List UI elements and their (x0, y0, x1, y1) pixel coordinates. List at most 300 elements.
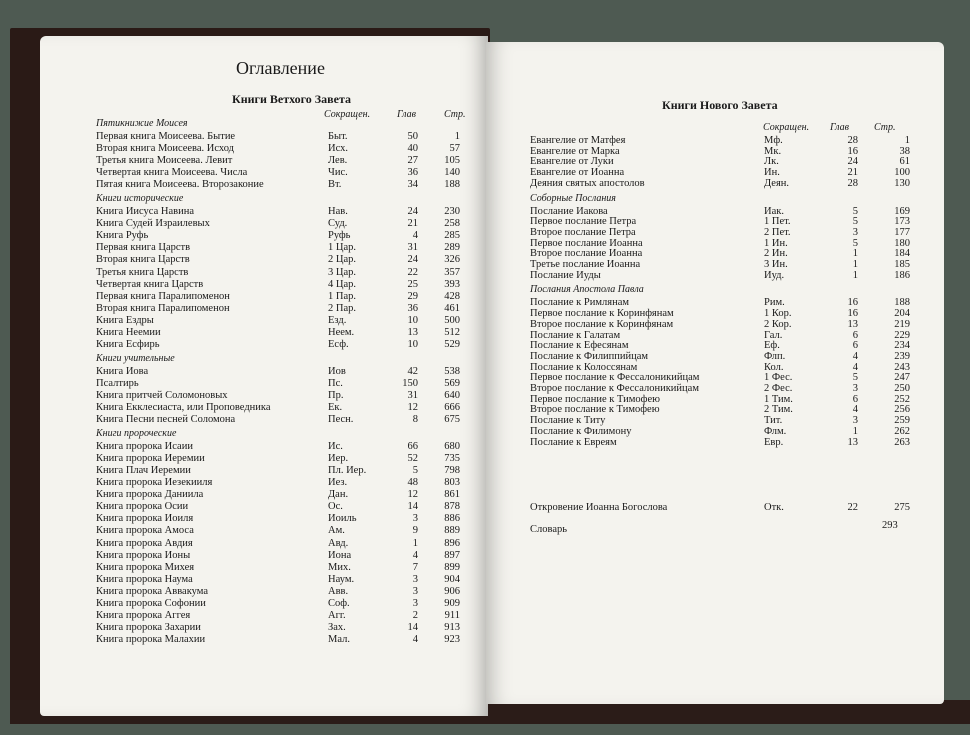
book-abbr: 1 Пар. (328, 290, 356, 302)
book-name: Первое послание Иоанна (530, 237, 643, 249)
book-name: Книга пророка Исаии (96, 441, 193, 453)
page-number: 906 (444, 585, 460, 597)
book-name: Второе послание к Коринфянам (530, 318, 674, 330)
book-abbr: 1 Тим. (764, 393, 793, 405)
page-number: 38 (899, 145, 910, 157)
page-number: 275 (894, 502, 910, 513)
book-abbr: Дан. (328, 489, 349, 501)
chapter-count: 9 (412, 525, 418, 537)
book-abbr: Иак. (764, 205, 784, 217)
book-abbr: Наум. (328, 573, 355, 585)
toc-row (96, 610, 466, 623)
page-number: 57 (449, 143, 460, 155)
chapter-count: 12 (407, 489, 418, 501)
book-name: Книга пророка Ионы (96, 549, 191, 561)
page-number: 263 (894, 436, 910, 448)
book-name: Книга пророка Малахии (96, 633, 206, 645)
toc-row (96, 402, 466, 415)
book-abbr: Песн. (328, 414, 354, 426)
book-name: Книга Иова (96, 365, 149, 377)
chapter-count: 5 (852, 216, 858, 228)
page-number: 230 (444, 206, 460, 218)
book-abbr: Ис. (328, 441, 343, 453)
toc-row (96, 267, 466, 280)
page-number: 285 (444, 230, 460, 242)
book-name: Послание к Филимону (530, 425, 632, 437)
chapter-count: 50 (407, 131, 418, 142)
toc-row (96, 465, 466, 478)
page-number: 185 (894, 259, 910, 270)
chapter-count: 16 (847, 308, 858, 320)
book-abbr: Езд. (328, 314, 347, 326)
toc-row (96, 489, 466, 502)
page-number: 640 (444, 389, 460, 401)
page-number: 461 (444, 302, 460, 314)
chapter-count: 21 (407, 218, 418, 230)
book-abbr: Ек. (328, 402, 343, 413)
page-number: 289 (444, 242, 460, 254)
page-number: 140 (444, 167, 460, 179)
page-number: 675 (444, 414, 460, 426)
book-abbr: Иер. (328, 453, 349, 465)
book-name: Книга пророка Аввакума (96, 585, 208, 597)
book-name: Послание Иакова (530, 205, 608, 217)
chapter-count: 42 (407, 365, 418, 377)
dictionary-page-number: 293 (882, 520, 898, 531)
page-number: 234 (894, 340, 910, 352)
page-number: 100 (894, 167, 910, 179)
book-name: Книга пророка Иезекииля (96, 477, 213, 489)
toc-row-revelation (530, 502, 910, 515)
page-number: 889 (444, 525, 460, 537)
chapter-count: 1 (852, 248, 858, 260)
book-abbr: Флм. (764, 425, 787, 437)
book-abbr: Быт. (328, 131, 348, 142)
book-abbr: Иов (328, 365, 346, 377)
book-name: Книга пророка Михея (96, 561, 195, 573)
page-number: 569 (444, 377, 460, 389)
book-name: Книга пророка Иеремии (96, 453, 205, 465)
book-abbr: Суд. (328, 218, 348, 230)
page-number: 262 (894, 425, 910, 437)
book-name: Книга пророка Наума (96, 573, 193, 585)
chapter-count: 4 (852, 361, 858, 373)
book-abbr: Деян. (764, 177, 790, 189)
book-abbr: Флп. (764, 350, 786, 362)
chapter-count: 10 (407, 338, 418, 350)
chapter-count: 25 (407, 278, 418, 290)
book-abbr: Тит. (764, 415, 783, 427)
book-name: Четвертая книга Царств (96, 278, 204, 290)
toc-row (96, 598, 466, 611)
page-number: 909 (444, 597, 460, 609)
chapter-count: 13 (847, 318, 858, 330)
toc-row (96, 339, 466, 352)
page-number: 184 (894, 248, 910, 260)
toc-row (96, 634, 466, 647)
page-number: 798 (444, 465, 460, 477)
column-header-chapters: Глав (830, 122, 849, 133)
section-title: Послания Апостола Павла (530, 284, 644, 296)
book-name: Третья книга Царств (96, 266, 189, 278)
page-number: 357 (444, 266, 460, 278)
page-number: 512 (444, 326, 460, 338)
book-abbr: Агг. (328, 609, 346, 621)
new-testament-heading: Книги Нового Завета (662, 98, 778, 112)
book-abbr: Соф. (328, 597, 350, 609)
book-name: Вторая книга Царств (96, 254, 190, 266)
chapter-count: 1 (852, 269, 858, 281)
chapter-count: 4 (412, 633, 418, 645)
chapter-count: 31 (407, 389, 418, 401)
book-abbr: Евр. (764, 436, 784, 448)
page-number: 259 (894, 415, 910, 427)
book-abbr: Руфь (328, 230, 351, 242)
book-name: Четвертая книга Моисеева. Числа (96, 167, 248, 179)
book-name: Второе послание к Фессалоникийцам (530, 383, 699, 394)
book-name: Второе послание к Тимофею (530, 404, 660, 416)
toc-row (96, 441, 466, 454)
page-number: 878 (444, 501, 460, 513)
chapter-count: 10 (407, 314, 418, 326)
book-name: Откровение Иоанна Богослова (530, 502, 668, 513)
book-name: Деяния святых апостолов (530, 177, 645, 189)
chapter-count: 27 (407, 155, 418, 167)
toc-row (96, 279, 466, 292)
page-number: 177 (894, 226, 910, 238)
chapter-count: 28 (847, 135, 858, 146)
chapter-count: 3 (852, 383, 858, 394)
book-name: Вторая книга Паралипоменон (96, 302, 230, 314)
chapter-count: 16 (847, 297, 858, 309)
book-name: Первое послание к Фессалоникийцам (530, 372, 700, 384)
book-abbr: Иона (328, 549, 352, 561)
book-abbr: 2 Цар. (328, 254, 356, 266)
book-abbr: 2 Пет. (764, 226, 791, 238)
book-abbr: Иуд. (764, 269, 785, 281)
column-header-page: Стр. (444, 109, 466, 120)
book-abbr: Мк. (764, 145, 782, 157)
book-abbr: 1 Цар. (328, 242, 356, 254)
toc-row (96, 550, 466, 563)
page-number: 173 (894, 216, 910, 228)
chapter-count: 14 (407, 621, 418, 633)
book-name: Книга пророка Софонии (96, 597, 206, 609)
toc-row (96, 366, 466, 379)
page-title: Оглавление (236, 58, 325, 78)
toc-row (96, 131, 466, 144)
toc-row (96, 414, 466, 427)
page-number: 61 (899, 156, 910, 168)
page-number: 911 (444, 609, 460, 621)
book-abbr: Гал. (764, 329, 783, 341)
book-abbr: Неем. (328, 326, 355, 338)
toc-row (96, 574, 466, 587)
page-number: 393 (444, 278, 460, 290)
page-number: 861 (444, 489, 460, 501)
chapter-count: 5 (852, 205, 858, 217)
book-name: Книга Плач Иеремии (96, 465, 191, 477)
book-name: Книга притчей Соломоновых (96, 389, 228, 401)
chapter-count: 24 (407, 254, 418, 266)
toc-row (96, 327, 466, 340)
page-number: 428 (444, 290, 460, 302)
chapter-count: 3 (412, 513, 418, 525)
toc-row (96, 586, 466, 599)
column-header-chapters: Глав (397, 109, 416, 120)
toc-row (96, 143, 466, 156)
page-number: 247 (894, 372, 910, 384)
chapter-count: 4 (852, 404, 858, 416)
book-name: Книга пророка Захарии (96, 621, 201, 633)
book-name: Книга пророка Даниила (96, 489, 204, 501)
book-abbr: Мих. (328, 561, 351, 573)
book-abbr: 4 Цар. (328, 278, 356, 290)
book-name: Послание к Колоссянам (530, 361, 638, 373)
book-abbr: 2 Тим. (764, 404, 793, 416)
toc-row (96, 378, 466, 391)
book-abbr: Лк. (764, 156, 779, 168)
chapter-count: 7 (412, 561, 418, 573)
page-number: 250 (894, 383, 910, 394)
chapter-count: 22 (847, 502, 858, 513)
page-number: 886 (444, 513, 460, 525)
book-name: Второе послание Петра (530, 226, 636, 238)
book-abbr: Кол. (764, 361, 784, 373)
book-abbr: Рим. (764, 297, 785, 309)
book-abbr: 2 Кор. (764, 318, 792, 330)
chapter-count: 52 (407, 453, 418, 465)
book-abbr: Ин. (764, 167, 780, 179)
toc-row (96, 206, 466, 219)
column-header-abbr: Сокращен. (324, 109, 371, 120)
toc-row (530, 178, 910, 191)
book-abbr: Чис. (328, 167, 348, 179)
chapter-count: 36 (407, 167, 418, 179)
chapter-count: 6 (852, 393, 858, 405)
page-number: 666 (444, 402, 460, 413)
chapter-count: 3 (412, 585, 418, 597)
chapter-count: 24 (407, 206, 418, 218)
toc-row (96, 622, 466, 635)
book-abbr: 1 Фес. (764, 372, 793, 384)
toc-row (96, 453, 466, 466)
chapter-count: 8 (412, 414, 418, 426)
toc-row (96, 303, 466, 316)
book-abbr: Авв. (328, 585, 349, 597)
book-name: Евангелие от Луки (530, 156, 614, 168)
book-abbr: 1 Кор. (764, 308, 792, 320)
book-abbr: Отк. (764, 502, 784, 513)
book-name: Книга Ездры (96, 314, 154, 326)
book-abbr: Пс. (328, 377, 343, 389)
toc-row (96, 525, 466, 538)
book-abbr: Мал. (328, 633, 350, 645)
book-name: Книга Судей Израилевых (96, 218, 210, 230)
book-name: Книга Есфирь (96, 338, 160, 350)
chapter-count: 3 (852, 415, 858, 427)
section-title: Книги пророческие (96, 428, 177, 440)
book-abbr: Лев. (328, 155, 348, 167)
page-number: 169 (894, 205, 910, 217)
book-name: Евангелие от Иоанна (530, 167, 625, 179)
page-number: 188 (444, 179, 460, 191)
page-number: 105 (444, 155, 460, 167)
chapter-count: 34 (407, 179, 418, 191)
book-name: Книга пророка Осии (96, 501, 189, 513)
book-name: Послание к Титу (530, 415, 606, 427)
toc-row (96, 167, 466, 180)
chapter-count: 4 (412, 230, 418, 242)
toc-row (96, 218, 466, 231)
column-header-abbr: Сокращен. (763, 122, 810, 133)
book-name: Первая книга Паралипоменон (96, 290, 230, 302)
toc-row (96, 230, 466, 243)
toc-row (96, 562, 466, 575)
toc-row (96, 538, 466, 551)
toc-row (96, 477, 466, 490)
toc-row (96, 254, 466, 267)
chapter-count: 6 (852, 340, 858, 352)
page-number: 1 (904, 135, 910, 146)
page-number: 899 (444, 561, 460, 573)
chapter-count: 3 (852, 226, 858, 238)
book-abbr: Еф. (764, 340, 780, 352)
toc-row (96, 315, 466, 328)
section-title: Книги учительные (96, 352, 175, 364)
book-name: Первое послание к Тимофею (530, 393, 660, 405)
chapter-count: 1 (852, 259, 858, 270)
book-name: Вторая книга Моисеева. Исход (96, 143, 235, 155)
page-number: 256 (894, 404, 910, 416)
book-name: Книга пророка Авдия (96, 537, 193, 549)
book-name: Книга Руфь (96, 230, 149, 242)
book-name: Послание к Галатам (530, 329, 621, 341)
book-abbr: Авд. (328, 537, 349, 549)
book-name: Книга Песни песней Соломона (96, 414, 236, 426)
page-number: 130 (894, 177, 910, 189)
book-name: Книга Неемии (96, 326, 161, 338)
toc-row (96, 291, 466, 304)
book-name: Послание к Евреям (530, 436, 617, 448)
page-number: 735 (444, 453, 460, 465)
book-abbr: Есф. (328, 338, 349, 350)
chapter-count: 150 (402, 377, 418, 389)
book-name: Послание к Римлянам (530, 297, 630, 309)
book-abbr: Вт. (328, 179, 342, 191)
toc-row (96, 513, 466, 526)
book-name: Евангелие от Марка (530, 145, 620, 157)
page-number: 680 (444, 441, 460, 453)
old-testament-heading: Книги Ветхого Завета (232, 92, 351, 106)
page-number: 803 (444, 477, 460, 489)
book-name: Первая книга Царств (96, 242, 191, 254)
toc-row (96, 501, 466, 514)
chapter-count: 1 (412, 537, 418, 549)
chapter-count: 4 (852, 350, 858, 362)
page-number: 186 (894, 269, 910, 281)
toc-row (96, 155, 466, 168)
dictionary-label: Словарь (530, 524, 568, 535)
book-name: Первое послание к Коринфянам (530, 308, 674, 320)
chapter-count: 22 (407, 266, 418, 278)
chapter-count: 16 (847, 145, 858, 157)
toc-row (530, 437, 910, 450)
page-number: 538 (444, 365, 460, 377)
chapter-count: 5 (852, 237, 858, 249)
chapter-count: 29 (407, 290, 418, 302)
chapter-count: 1 (852, 425, 858, 437)
page-number: 1 (454, 131, 460, 142)
chapter-count: 13 (847, 436, 858, 448)
page-number: 239 (894, 350, 910, 362)
book-abbr: Иоиль (328, 513, 357, 525)
chapter-count: 12 (407, 402, 418, 413)
book-abbr: 1 Ин. (764, 237, 788, 249)
book-abbr: Пл. Иер. (328, 465, 367, 477)
chapter-count: 13 (407, 326, 418, 338)
book-name: Третья книга Моисеева. Левит (96, 155, 233, 167)
chapter-count: 21 (847, 167, 858, 179)
toc-row (96, 242, 466, 255)
book-name: Книга пророка Амоса (96, 525, 194, 537)
page-number: 229 (894, 329, 910, 341)
page-number: 326 (444, 254, 460, 266)
chapter-count: 31 (407, 242, 418, 254)
book-abbr: 1 Пет. (764, 216, 791, 228)
book-abbr: Ос. (328, 501, 343, 513)
book-name: Книга Иисуса Навина (96, 206, 194, 218)
chapter-count: 14 (407, 501, 418, 513)
page-number: 923 (444, 633, 460, 645)
book-abbr: 2 Ин. (764, 248, 788, 260)
toc-row (96, 179, 466, 192)
chapter-count: 6 (852, 329, 858, 341)
book-abbr: Зах. (328, 621, 346, 633)
page-number: 180 (894, 237, 910, 249)
page-number: 896 (444, 537, 460, 549)
book-abbr: 2 Пар. (328, 302, 356, 314)
book-abbr: Иез. (328, 477, 348, 489)
book-name: Послание к Филиппийцам (530, 350, 649, 362)
page-number: 219 (894, 318, 910, 330)
page-number: 913 (444, 621, 460, 633)
book-abbr: Мф. (764, 135, 783, 146)
book-name: Послание к Ефесянам (530, 340, 629, 352)
book-name: Первая книга Моисеева. Бытие (96, 131, 236, 142)
section-title: Пятикнижие Моисея (96, 118, 188, 129)
book-name: Пятая книга Моисеева. Второзаконие (96, 179, 264, 191)
book-abbr: 3 Цар. (328, 266, 356, 278)
page-number: 252 (894, 393, 910, 405)
book-abbr: Пр. (328, 389, 344, 401)
book-abbr: Ам. (328, 525, 345, 537)
page-number: 204 (894, 308, 910, 320)
book-name: Третье послание Иоанна (530, 259, 641, 270)
page-number: 243 (894, 361, 910, 373)
chapter-count: 48 (407, 477, 418, 489)
page-number: 897 (444, 549, 460, 561)
book-name: Книга пророка Аггея (96, 609, 191, 621)
left-page (40, 36, 488, 716)
chapter-count: 3 (412, 573, 418, 585)
chapter-count: 5 (852, 372, 858, 384)
toc-row (530, 270, 910, 283)
right-page (486, 42, 944, 704)
page-number: 258 (444, 218, 460, 230)
chapter-count: 66 (407, 441, 418, 453)
book-name: Книга пророка Иоиля (96, 513, 194, 525)
